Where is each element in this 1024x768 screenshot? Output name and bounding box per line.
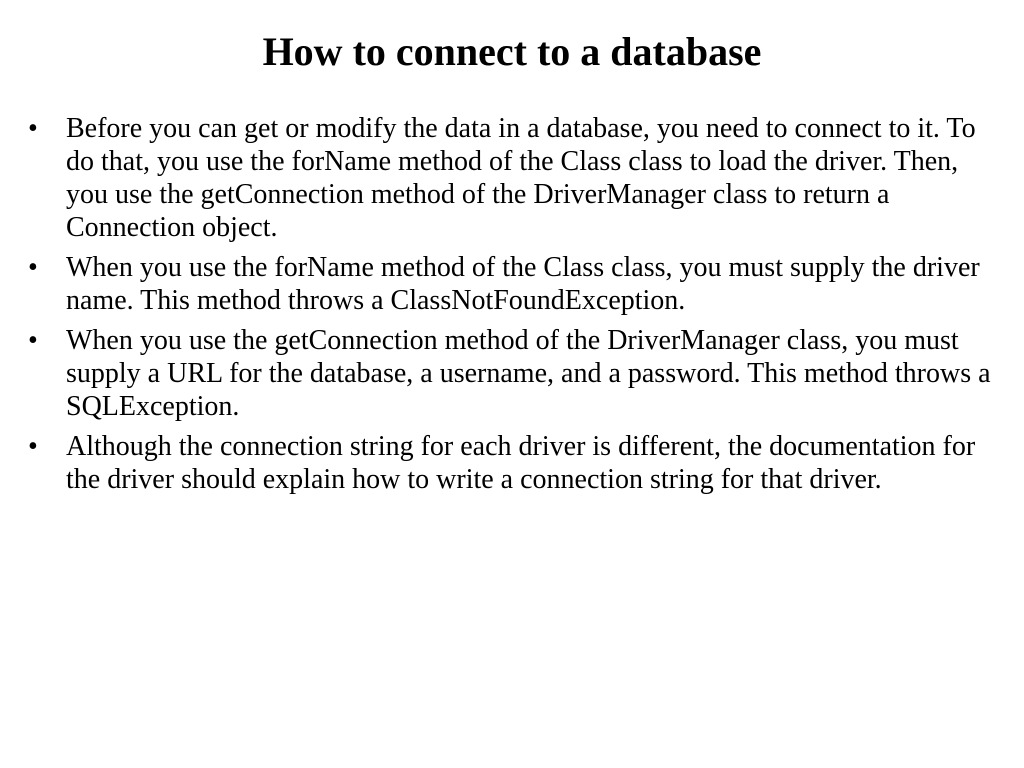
bullet-item	[28, 430, 998, 496]
bullet-item	[28, 251, 998, 317]
bullet-marker: •	[28, 431, 38, 462]
bullet-text: When you use the forName method of the Class class, you must supply the driver name. This method throws a ClassNotFoundException.	[66, 252, 980, 316]
bullet-marker: •	[28, 113, 38, 144]
bullet-list	[28, 112, 998, 503]
bullet-item	[28, 112, 998, 244]
bullet-text: When you use the getConnection method of the DriverManager class, you must supply a URL for the database, a username, and a password. This method throws a SQLException.	[66, 325, 991, 422]
bullet-text: Before you can get or modify the data in a database, you need to connect to it. To do that, you use the forName method of the Class class to load the driver. Then, you use the getConnection method of the DriverManager class to return a Connection object.	[66, 113, 976, 243]
bullet-marker: •	[28, 252, 38, 283]
bullet-text: Although the connection string for each driver is different, the documentation for the driver should explain how to write a connection string for that driver.	[66, 431, 976, 495]
bullet-marker: •	[28, 325, 38, 356]
slide-title: How to connect to a database	[262, 29, 762, 74]
bullet-item	[28, 324, 998, 423]
